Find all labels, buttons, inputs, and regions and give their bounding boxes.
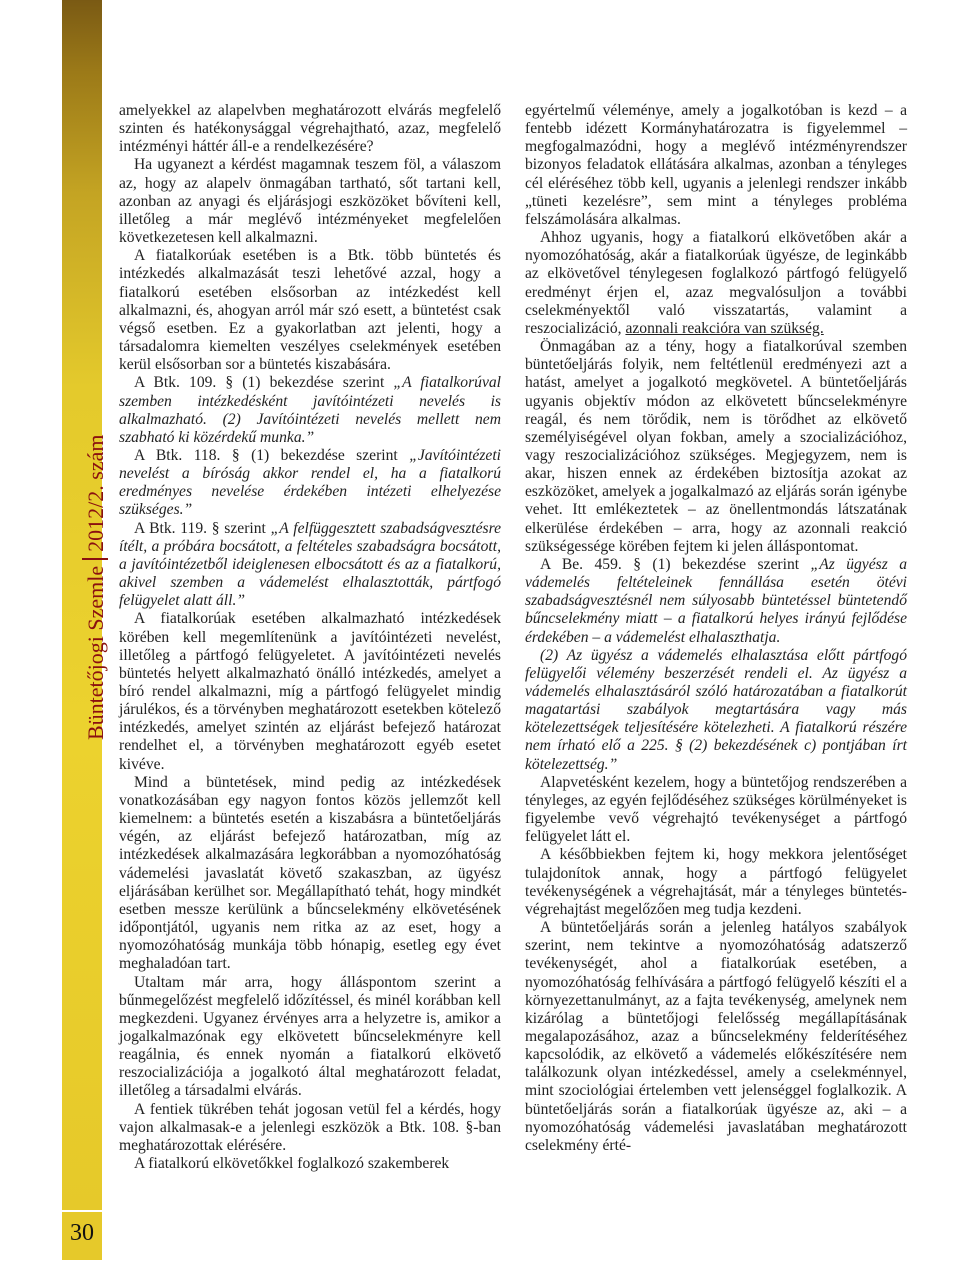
paragraph: amelyekkel az alapelvben meghatározott elvárás megfelelő szinten és hatékonysággal végrehajtható, azaz, megfelelő intézményi háttér áll-e a rendelkezésére? (119, 102, 501, 156)
left-column (119, 102, 501, 1173)
paragraph: A Btk. 119. § szerint „A felfüggesztett szabadságvesztésre ítélt, a próbára bocsátott, a feltételes szabadságra bocsátott, a javítóintézetből ideiglenesen elbocsátott és az a fiatalkorú, akivel szemben a vádemelést elhalasztották, pártfogó felügyelet alatt áll.” (119, 519, 501, 610)
paragraph: A fiatalkorú elkövetőkkel foglalkozó szakemberek (134, 1155, 450, 1173)
paragraph: A fiatalkorúak esetében is a Btk. több büntetés és intézkedés alkalmazását teszi lehetővé azzal, hogy a fiatalkorú esetében elsősorban az intézkedést kell alkalmazni, és, ahogyan arról már szó esett, a büntetést csak végső esetben. Ez a gyakorlatban azt jelenti, hogy a társadalomra kiemelten veszélyes cselekmények esetében kerül elsősorban sor a büntetés kiszabására. (119, 247, 501, 374)
legal-quote: „Javítóintézeti nevelést a bíróság akkor rendel el, ha a fiatalkorú eredményes nevelése érdekében intézeti elhelyezése szükséges.” (119, 446, 501, 519)
title-separator (82, 558, 108, 560)
journal-running-title (82, 435, 109, 740)
page-number-box (62, 1212, 102, 1260)
journal-sidebar (0, 0, 110, 1270)
right-column (525, 102, 907, 1155)
paragraph: A későbbiekben fejtem ki, hogy mekkora jelentőséget tulajdonítok annak, hogy a pártfogó felügyelet tevékenységének a végrehajtását, már a tényleges büntetés-végrehajtást megelőzően meg tudja kezdeni. (525, 846, 907, 918)
legal-quote: „A felfüggesztett szabadságvesztésre ítélt, a próbára bocsátott, a feltételes szabadságra bocsátott, a javítóintézetből ideiglenesen elbocsátott és az a fiatalkorú, akivel szemben a vádemelést elhalasztották, pártfogó felügyelet alatt áll.” (119, 519, 501, 610)
paragraph: Utaltam már arra, hogy álláspontom szerint a bűnmegelőzést megfelelő időzítéssel, és minél korábban kell megkezdeni. Ugyanez érvényes arra a helyzetre is, amikor a jogalkalmazónak egy elkövetett bűncselekményre kell reagálnia, és ennek nyomán a fiatalkorú elkövető reszocializációja a jogalkotó által meghatározott feladat, illetőleg a társadalmi elvárás. (119, 973, 501, 1100)
paragraph: A fiatalkorúak esetében alkalmazható intézkedések körében kell megemlítenünk a javítóintézeti nevelést, illetőleg a pártfogó felügyeletet. A javítóintézeti nevelés büntetés helyett alkalmazható önálló intézkedés, amelyet a bíró rendel alkalmazni, míg a pártfogó felügyelet mindig járulékos, és a törvényben meghatározott esetekben kötelező intézkedés, amelyet szintén az eljárást befejező határozat rendelhet el, a törvényben meghatározott egyéb esetet kivéve. (119, 610, 501, 773)
journal-issue: 2012/2. szám (83, 434, 108, 552)
paragraph: A Btk. 109. § (1) bekezdése szerint „A fiatalkorúval szemben intézkedésként javítóintézeti nevelés is alkalmazható. (2) Javítóintézeti nevelés mellett nem szabható ki közérdekű munka.” (119, 374, 501, 446)
page-number: 30 (70, 1220, 94, 1246)
paragraph: egyértelmű véleménye, amely a jogalkotóban is kezd – a fentebb idézett Kormányhatározatra is figyelemmel – megfogalmazódni, hogy a meglévő intézményrendszer bizonyos feladatok ellátására alkalmas, azonban a tényleges cél eléréséhez több kell, ugyanis a jelenlegi rendszer inkább „tüneti kezelésre”, sem mint a tényleges probléma felszámolására alkalmas. (525, 102, 907, 228)
legal-quote: (2) Az ügyész a vádemelés elhalasztása előtt pártfogó felügyelői vélemény beszerzését rendeli el. Az ügyész a vádemelés elhalasztásáról szóló határozatában a fiatalkorút magatartási szabályok megtartására vagy más kötelezettségek teljesítésére kötelezheti. A fiatalkorú részére nem írható elő a 225. § (2) bekezdésének c) pontjában írt kötelezettség.” (525, 646, 907, 773)
paragraph: Alapvetésként kezelem, hogy a büntetőjog rendszerében a tényleges, az egyén fejlődéséhez szükséges körülményeket is figyelembe vevő végrehajtó tevékenységet a pártfogó felügyelet látt el. (525, 773, 907, 846)
paragraph: A Btk. 118. § (1) bekezdése szerint „Javítóintézeti nevelést a bíróság akkor rendel el, ha a fiatalkorú eredményes nevelése érdekében intézeti elhelyezése szükséges.” (119, 446, 501, 519)
underlined-phrase: azonnali reakcióra van szükség. (625, 319, 824, 337)
paragraph: Ahhoz ugyanis, hogy a fiatalkorú elkövetőben akár a nyomozóhatóság, akár a fiatalkorúak ügyésze, de leginkább az elkövetővel ténylegesen foglalkozó pártfogó felügyelő eredményt érjen el, azaz megvalósuljon a további cselekményektől való visszatartás, valamint a reszocializáció, azonnali reakcióra van szükség. (525, 229, 907, 337)
paragraph: Önmagában az a tény, hogy a fiatalkorúval szemben büntetőeljárás folyik, nem feltétlenül eredményezi azt a hatást, amelyet a jogalkotó megkövetel. A büntetőeljárás ugyanis objektív módon az elkövetett bűncselekményre reagál, és nem törődik, nem is törődhet az elkövető személyiségével olyan fokban, amely a szocializációhoz, vagy reszocializációhoz szükséges. Megjegyzem, nem is akar, hiszen ennek az érdekében biztosítja azokat az eszközöket, amelyek a jogalkalmazó az eljárás során igénybe vehet. Itt emlékeztetek – az önellentmondás látszatának elkerülése érdekében – arra, hogy az azonnali reakció szükségessége körében fejtem ki jelen álláspontomat. (525, 338, 907, 555)
paragraph (525, 647, 907, 774)
paragraph: Mind a büntetések, mind pedig az intézkedések vonatkozásában egy nagyon fontos közös jellemzőt kell kiemelnem: a büntetés esetén a kiszabásra a büntetőeljárás végén, az eljárást befejező határozatban, míg az intézkedések alkalmazására legkorábban a nyomozóhatóság vádemelési javaslatát követő szakaszban, az ügyész eljárásában kerülhet sor. Megállapítható tehát, hogy mindkét esetben messze kerülünk a bűncselekmény elkövetésének időpontjától, ugyanis nem ritka az az eset, hogy a nyomozóhatóság munkája több hónapig, esetleg egy évet meghaladóan tart. (119, 773, 501, 973)
legal-quote: „A fiatalkorúval szemben intézkedésként javítóintézeti nevelés is alkalmazható. (2) Javítóintézeti nevelés mellett nem szabható ki közérdekű munka.” (119, 374, 501, 446)
paragraph: A Be. 459. § (1) bekezdése szerint „Az ügyész a vádemelés feltételeinek fennállása esetén ötévi szabadságvesztésnél nem súlyosabb büntetéssel büntetendő bűncselekmény miatt – a fiatalkorú helyes irányú fejlődése érdekében – a vádemelést elhalaszthatja. (525, 555, 908, 646)
paragraph: A fentiek tükrében tehát jogosan vetül fel a kérdés, hogy vajon alkalmasak-e a jelenlegi eszközök a Btk. 108. §-ban meghatározottak elérésére. (119, 1100, 501, 1154)
paragraph: Ha ugyanezt a kérdést magamnak teszem föl, a válaszom az, hogy az alapelv önmagában tartható, sőt tartani kell, azonban az anyagi és eljárásjogi eszközöket bővíteni kell, illetőleg a már meglévő intézményeket megfelelően következetesen kell alkalmazni. (119, 156, 501, 247)
legal-quote: „Az ügyész a vádemelés feltételeinek fennállása esetén ötévi szabadságvesztésnél nem súlyosabb büntetéssel büntetendő bűncselekmény miatt – a fiatalkorú helyes irányú fejlődése érdekében – a vádemelést elhalaszthatja. (525, 555, 908, 646)
journal-title: Büntetőjogi Szemle (83, 565, 108, 740)
paragraph: A büntetőeljárás során a jelenleg hatályos szabályok szerint, nem tekintve a nyomozóhatóság adatszerző tevékenységét, ahol a fiatalkorúak esetében, a nyomozóhatóság felhívására a pártfogó felügyelő készíti el a környezettanulmányt, az a fajta tevékenység, amelynek nem kizárólag a büntetőjogi felelősség megállapításának megalapozásához, azaz a bűncselekmény felderítéséhez kapcsolódik, az elkövető a vádemelés előkészítésére nem találkozunk olyan intézkedéssel, amely a cselekménnyel, mint szociológiai értelemben vett jelenséggel foglalkozik. A büntetőeljárás során a fiatalkorúak ügyésze az, aki – a nyomozóhatóság vádemelési javaslatában meghatározott cselekmény érté- (525, 919, 907, 1154)
